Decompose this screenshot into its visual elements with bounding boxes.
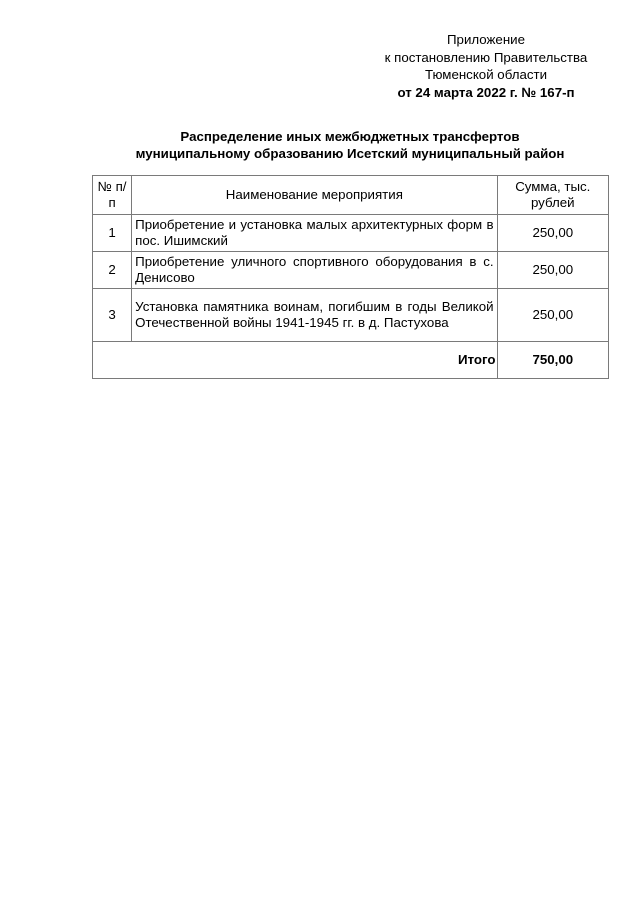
row-sum: 250,00 <box>497 289 608 342</box>
row-name: Приобретение уличного спортивного оборудования в с. Денисово <box>132 252 497 289</box>
header-name: Наименование мероприятия <box>132 176 497 215</box>
total-sum: 750,00 <box>497 342 608 379</box>
row-number: 1 <box>93 215 132 252</box>
appendix-line-1: Приложение <box>447 32 525 47</box>
row-name: Установка памятника воинам, погибшим в годы Великой Отечественной войны 1941-1945 гг. в д. Пастухова <box>132 289 497 342</box>
row-name: Приобретение и установка малых архитектурных форм в пос. Ишимский <box>132 215 497 252</box>
appendix-line-3: Тюменской области <box>424 67 548 82</box>
total-row <box>93 342 609 379</box>
appendix-decree-reference: от 24 марта 2022 г. № 167-п <box>397 84 575 100</box>
table-row <box>93 289 609 342</box>
title-line-2: муниципальному образованию Исетский муниципальный район <box>135 146 565 161</box>
header-number: № п/п <box>93 176 132 215</box>
header-sum: Сумма, тыс. рублей <box>497 176 608 215</box>
appendix-line-2: к постановлению Правительства <box>384 49 588 65</box>
transfers-table <box>92 175 609 379</box>
table-header-row <box>93 176 609 215</box>
table-row <box>93 252 609 289</box>
appendix-header <box>368 31 604 101</box>
total-label: Итого <box>93 342 498 379</box>
title-line-1: Распределение иных межбюджетных трансфертов <box>180 129 520 144</box>
row-sum: 250,00 <box>497 252 608 289</box>
row-number: 3 <box>93 289 132 342</box>
document-title <box>92 128 608 162</box>
row-sum: 250,00 <box>497 215 608 252</box>
table-row <box>93 215 609 252</box>
row-number: 2 <box>93 252 132 289</box>
